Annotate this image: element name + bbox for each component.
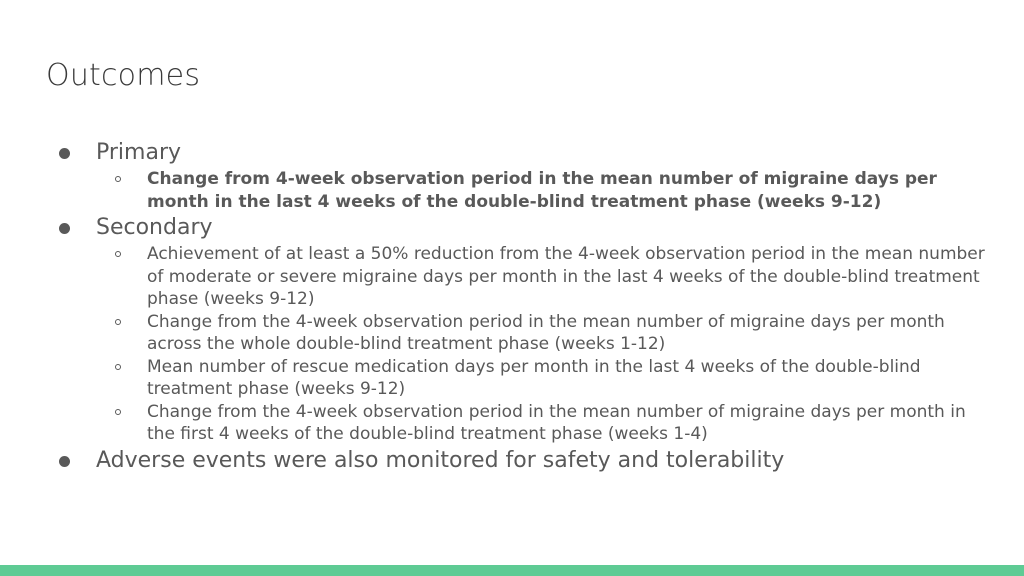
secondary-outcome-item — [96, 401, 986, 446]
secondary-outcome-text: Change from the 4-week observation period in the mean number of migraine days per month across the whole double-blind treatment phase (weeks 1-12) — [147, 311, 945, 354]
filled-bullet-icon — [59, 148, 70, 159]
hollow-bullet-icon — [115, 364, 121, 370]
secondary-outcome-text: Achievement of at least a 50% reduction from the 4-week observation period in the mean number of moderate or severe migraine days per month in the last 4 weeks of the double-blind treatment phase (weeks 9-12) — [147, 244, 985, 309]
secondary-items — [96, 243, 986, 446]
secondary-outcome-item — [96, 243, 986, 311]
adverse-events-label: Adverse events were also monitored for safety and tolerability — [96, 447, 785, 473]
hollow-bullet-icon — [115, 176, 121, 182]
secondary-section — [56, 213, 986, 446]
outcomes-list — [56, 138, 986, 476]
adverse-events-section — [56, 446, 986, 476]
filled-bullet-icon — [59, 456, 70, 467]
primary-outcome-text: Change from 4-week observation period in the mean number of migraine days per month in the last 4 weeks of the double-blind treatment phase (weeks 9-12) — [147, 169, 937, 212]
primary-outcome-item — [96, 168, 986, 213]
secondary-outcome-text: Change from the 4-week observation period in the mean number of migraine days per month in the first 4 weeks of the double-blind treatment phase (weeks 1-4) — [147, 401, 966, 444]
secondary-outcome-item — [96, 311, 986, 356]
slide-title: Outcomes — [46, 58, 201, 93]
secondary-label: Secondary — [96, 215, 213, 240]
filled-bullet-icon — [59, 223, 70, 234]
primary-label: Primary — [96, 140, 182, 165]
secondary-outcome-text: Mean number of rescue medication days per month in the last 4 weeks of the double-blind treatment phase (weeks 9-12) — [147, 356, 921, 399]
hollow-bullet-icon — [115, 319, 121, 325]
primary-section — [56, 138, 986, 213]
primary-items — [96, 168, 986, 213]
footer-accent-bar — [0, 565, 1024, 576]
hollow-bullet-icon — [115, 409, 121, 415]
secondary-outcome-item — [96, 356, 986, 401]
hollow-bullet-icon — [115, 251, 121, 257]
